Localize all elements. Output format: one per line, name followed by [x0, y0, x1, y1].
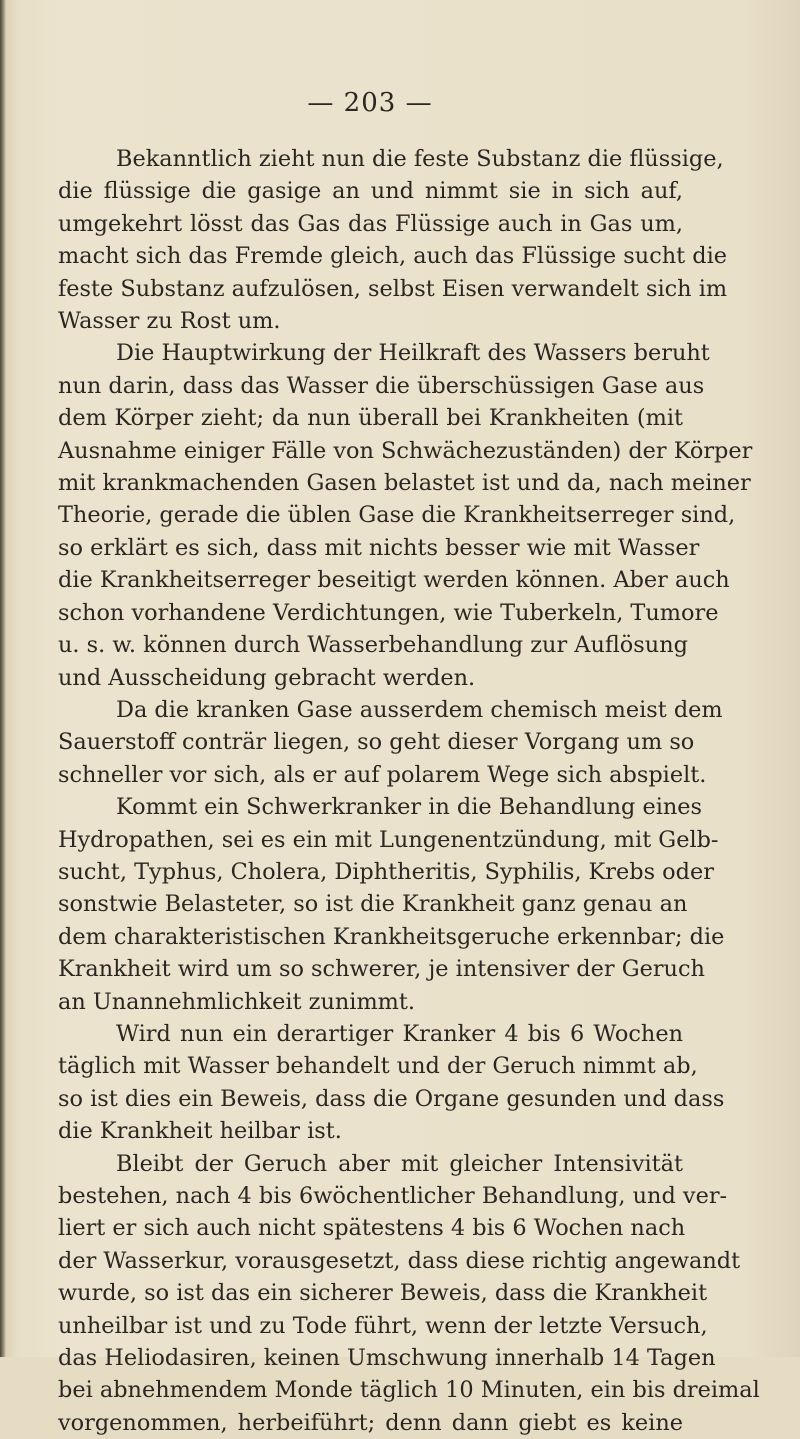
- paragraph: [58, 694, 723, 791]
- paragraph: [58, 791, 725, 1018]
- text-line: Kommt ein Schwerkranker in die Behandlung eines: [116, 794, 703, 821]
- text-line: macht sich das Fremde gleich, auch das Flüssige sucht die: [58, 243, 728, 270]
- text-line: Bleibt der Geruch aber mit gleicher Intensivität: [116, 1150, 683, 1177]
- text-line: schon vorhandene Verdichtungen, wie Tuberkeln, Tumore: [58, 599, 719, 626]
- text-line: sonstwie Belasteter, so ist die Krankheit ganz genau an: [58, 891, 688, 918]
- paragraph: [58, 1148, 760, 1439]
- paragraph: [58, 143, 728, 337]
- text-line: sucht, Typhus, Cholera, Diphtheritis, Syphilis, Krebs oder: [58, 858, 714, 885]
- paragraph: [58, 1018, 725, 1148]
- text-line: mit krankmachenden Gasen belastet ist und da, nach meiner: [58, 470, 751, 497]
- text-line: Theorie, gerade die üblen Gase die Krankheitserreger sind,: [58, 502, 736, 529]
- text-line: Sauerstoff conträr liegen, so geht dieser Vorgang um so: [58, 729, 695, 756]
- text-line: Hydropathen, sei es ein mit Lungenentzündung, mit Gelb-: [58, 826, 719, 853]
- text-line: Wasser zu Rost um.: [58, 308, 281, 335]
- text-line: so ist dies ein Beweis, dass die Organe gesunden und dass: [58, 1085, 725, 1112]
- text-line: täglich mit Wasser behandelt und der Geruch nimmt ab,: [58, 1053, 698, 1080]
- text-line: Wird nun ein derartiger Kranker 4 bis 6 Wochen: [116, 1020, 683, 1047]
- text-line: nun darin, dass das Wasser die überschüssigen Gase aus: [58, 372, 705, 399]
- text-line: umgekehrt lösst das Gas das Flüssige auch in Gas um,: [58, 210, 683, 237]
- text-line: Bekanntlich zieht nun die feste Substanz die flüssige,: [116, 146, 724, 172]
- text-line: die flüssige die gasige an und nimmt sie in sich auf,: [58, 178, 683, 205]
- text-line: Die Hauptwirkung der Heilkraft des Wassers beruht: [116, 340, 710, 367]
- binding-edge: [0, 0, 6, 1357]
- text-line: die Krankheit heilbar ist.: [58, 1118, 342, 1145]
- text-line: die Krankheitserreger beseitigt werden können. Aber auch: [58, 567, 730, 594]
- text-line: unheilbar ist und zu Tode führt, wenn der letzte Versuch,: [58, 1312, 708, 1339]
- text-line: der Wasserkur, vorausgesetzt, dass diese richtig angewandt: [58, 1247, 741, 1274]
- text-line: u. s. w. können durch Wasserbehandlung zur Auflösung: [58, 632, 688, 659]
- text-line: Krankheit wird um so schwerer, je intensiver der Geruch: [58, 956, 705, 983]
- text-line: bei abnehmendem Monde täglich 10 Minuten, ein bis dreimal: [58, 1377, 760, 1404]
- text-line: wurde, so ist das ein sicherer Beweis, dass die Krankheit: [58, 1280, 708, 1307]
- text-line: Ausnahme einiger Fälle von Schwächezuständen) der Körper: [58, 437, 753, 464]
- text-line: bestehen, nach 4 bis 6wöchentlicher Behandlung, und ver-: [58, 1183, 728, 1209]
- page-number: — 203 —: [307, 88, 433, 118]
- text-line: so erklärt es sich, dass mit nichts besser wie mit Wasser: [58, 534, 700, 561]
- text-line: und Ausscheidung gebracht werden.: [58, 664, 476, 691]
- text-line: schneller vor sich, als er auf polarem Wege sich abspielt.: [58, 761, 707, 788]
- text-line: dem Körper zieht; da nun überall bei Krankheiten (mit: [58, 405, 683, 432]
- text-line: Da die kranken Gase ausserdem chemisch meist dem: [116, 696, 723, 723]
- body-text: [58, 143, 760, 1439]
- text-line: an Unannehmlichkeit zunimmt.: [58, 988, 416, 1015]
- text-line: vorgenommen, herbeiführt; denn dann giebt es keine: [58, 1409, 683, 1436]
- text-line: feste Substanz aufzulösen, selbst Eisen verwandelt sich im: [58, 275, 728, 302]
- text-line: das Heliodasiren, keinen Umschwung innerhalb 14 Tagen: [58, 1345, 716, 1372]
- paragraph: [58, 337, 753, 693]
- text-line: liert er sich auch nicht spätestens 4 bis 6 Wochen nach: [58, 1215, 686, 1242]
- text-line: dem charakteristischen Krankheitsgeruche erkennbar; die: [58, 923, 725, 950]
